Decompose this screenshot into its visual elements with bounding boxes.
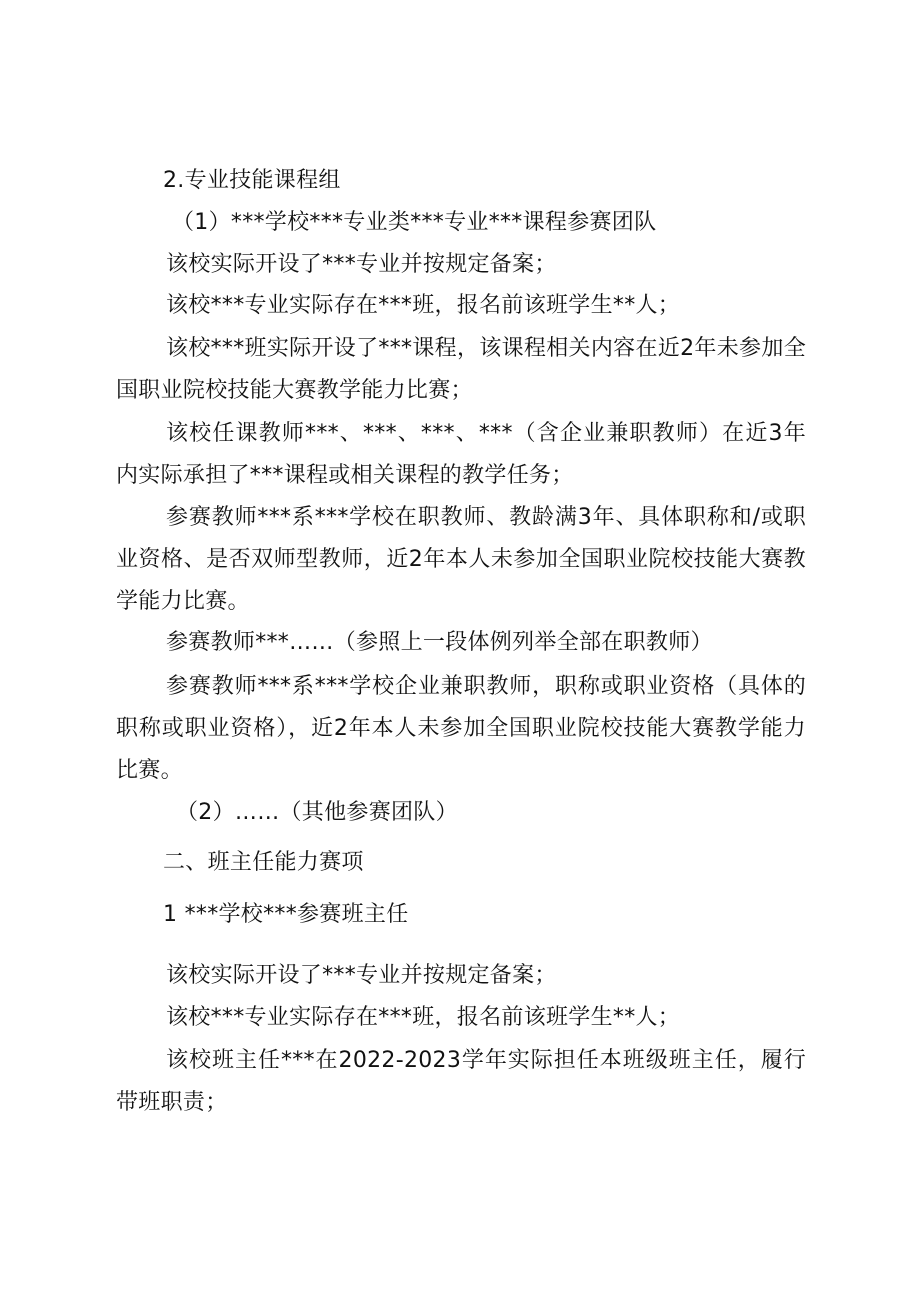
- team-heading: （2）……（其他参赛团队）: [176, 800, 458, 825]
- subsection-heading: 1 ***学校***参赛班主任: [163, 902, 409, 927]
- paragraph: 该校实际开设了***专业并按规定备案；: [166, 963, 557, 988]
- paragraph: 参赛教师***系***学校企业兼职教师，职称或职业资格（具体的职称或职业资格），近2年本人未参加全国职业院校技能大赛教学能力比赛。: [116, 674, 806, 783]
- section-heading: 2.专业技能课程组: [163, 168, 341, 193]
- team-heading: （1）***学校***专业类***专业***课程参赛团队: [172, 210, 657, 235]
- paragraph: 该校实际开设了***专业并按规定备案；: [166, 252, 557, 277]
- paragraph: 该校***专业实际存在***班，报名前该班学生**人；: [166, 1005, 681, 1030]
- section-heading: 二、班主任能力赛项: [163, 850, 364, 875]
- paragraph: 该校***班实际开设了***课程，该课程相关内容在近2年未参加全国职业院校技能大赛教学能力比赛；: [116, 336, 806, 403]
- paragraph: 参赛教师***……（参照上一段体例列举全部在职教师）: [166, 630, 713, 655]
- paragraph: 该校任课教师***、***、***、***（含企业兼职教师）在近3年内实际承担了***课程或相关课程的教学任务；: [116, 421, 806, 488]
- paragraph: 该校班主任***在2022-2023学年实际担任本班级班主任，履行带班职责；: [116, 1048, 806, 1115]
- paragraph: 参赛教师***系***学校在职教师、教龄满3年、具体职称和/或职业资格、是否双师型教师，近2年本人未参加全国职业院校技能大赛教学能力比赛。: [116, 505, 806, 614]
- paragraph: 该校***专业实际存在***班，报名前该班学生**人；: [166, 293, 681, 318]
